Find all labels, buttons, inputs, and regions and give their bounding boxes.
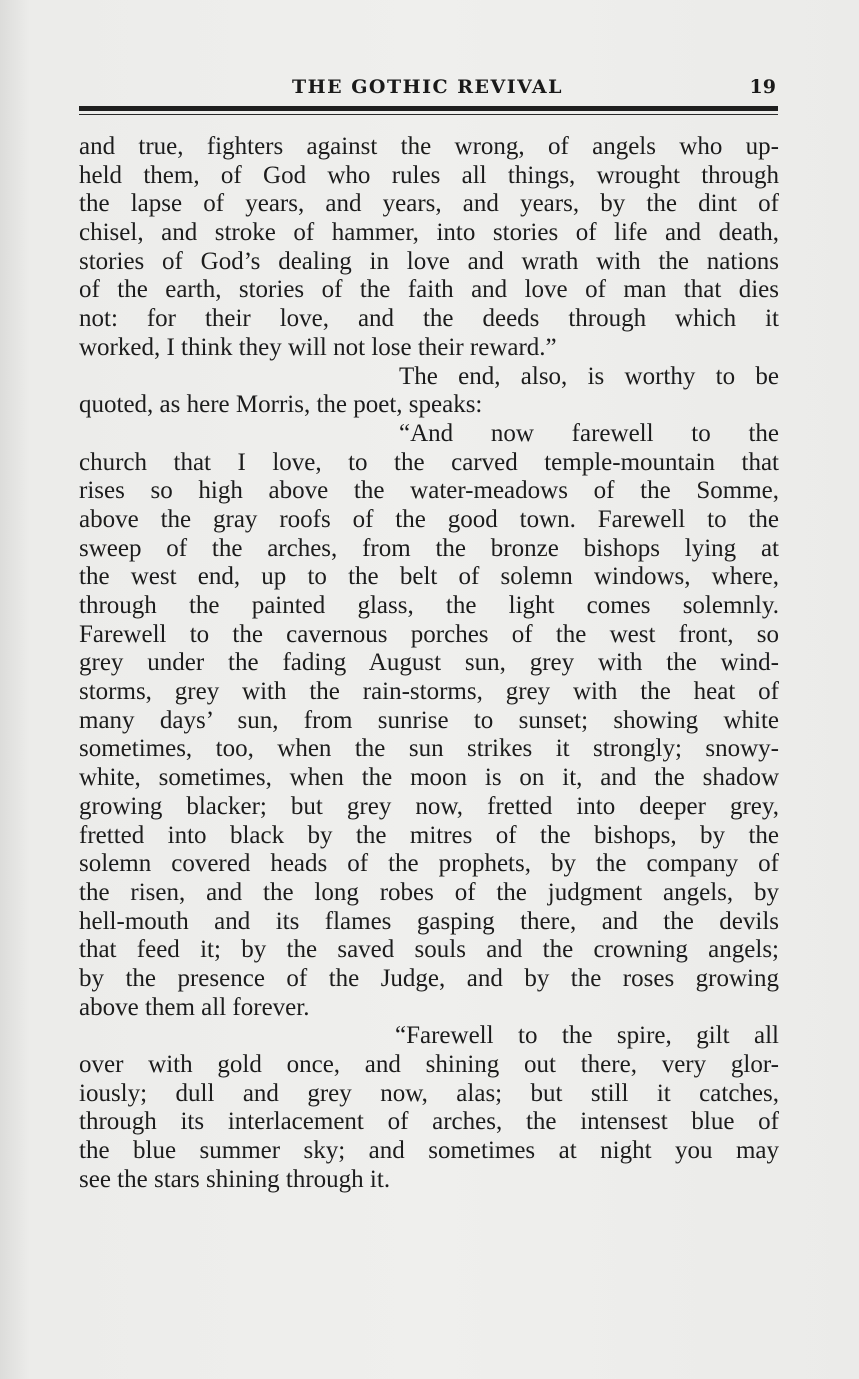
text-line: not: for their love, and the deeds through which it	[79, 305, 779, 333]
text-line: “And now farewell to the	[399, 419, 779, 447]
text-line: storms, grey with the rain-storms, grey with the heat of	[79, 678, 779, 706]
text-line: chisel, and stroke of hammer, into stories of life and death,	[79, 219, 779, 247]
text-line: Farewell to the cavernous porches of the west front, so	[79, 620, 779, 648]
text-line: iously; dull and grey now, alas; but still it catches,	[79, 1079, 779, 1107]
text-line: grey under the fading August sun, grey with the wind-	[79, 649, 779, 677]
text-line: sometimes, too, when the sun strikes it strongly; snowy-	[79, 735, 779, 763]
text-line: stories of God’s dealing in love and wrath with the nations	[79, 247, 779, 275]
text-line: white, sometimes, when the moon is on it, and the shadow	[79, 764, 779, 792]
text-line: the blue summer sky; and sometimes at night you may	[79, 1137, 779, 1165]
text-line: quoted, as here Morris, the poet, speaks:	[79, 391, 483, 419]
text-line: the lapse of years, and years, and years, by the dint of	[79, 190, 779, 218]
text-line: that feed it; by the saved souls and the crowning angels;	[79, 936, 779, 964]
text-line: and true, fighters against the wrong, of angels who up-	[79, 133, 779, 160]
header-rule-thin	[79, 114, 778, 115]
text-line: fretted into black by the mitres of the bishops, by the	[79, 821, 779, 849]
text-line: above them all forever.	[79, 993, 310, 1021]
text-line: above the gray roofs of the good town. Farewell to the	[79, 505, 779, 533]
text-line: rises so high above the water-meadows of the Somme,	[79, 477, 779, 505]
page-number: 19	[749, 76, 776, 98]
body-text	[79, 133, 779, 1194]
text-line: by the presence of the Judge, and by the roses growing	[79, 964, 779, 992]
text-line: worked, I think they will not lose their reward.”	[79, 333, 557, 361]
text-line: many days’ sun, from sunrise to sunset; showing white	[79, 706, 779, 734]
running-head	[79, 76, 776, 102]
text-line: over with gold once, and shining out there, very glor-	[79, 1051, 779, 1078]
text-line: “Farewell to the spire, gilt all	[395, 1022, 779, 1050]
text-line: see the stars shining through it.	[79, 1165, 391, 1193]
text-line: solemn covered heads of the prophets, by the company of	[79, 850, 779, 878]
text-line: church that I love, to the carved temple-mountain that	[79, 448, 779, 476]
text-line: The end, also, is worthy to be	[399, 362, 779, 390]
text-line: growing blacker; but grey now, fretted into deeper grey,	[79, 792, 779, 820]
text-line: the risen, and the long robes of the judgment angels, by	[79, 878, 779, 906]
text-line: sweep of the arches, from the bronze bishops lying at	[79, 534, 779, 562]
text-line: the west end, up to the belt of solemn windows, where,	[79, 563, 779, 591]
text-line: hell-mouth and its flames gasping there, and the devils	[79, 907, 779, 935]
text-line: of the earth, stories of the faith and love of man that dies	[79, 276, 779, 304]
text-line: through the painted glass, the light comes solemnly.	[79, 592, 779, 619]
text-line: through its interlacement of arches, the intensest blue of	[79, 1108, 779, 1136]
text-line: held them, of God who rules all things, wrought through	[79, 161, 779, 189]
header-rule	[79, 106, 778, 111]
running-title: THE GOTHIC REVIVAL	[292, 76, 563, 98]
